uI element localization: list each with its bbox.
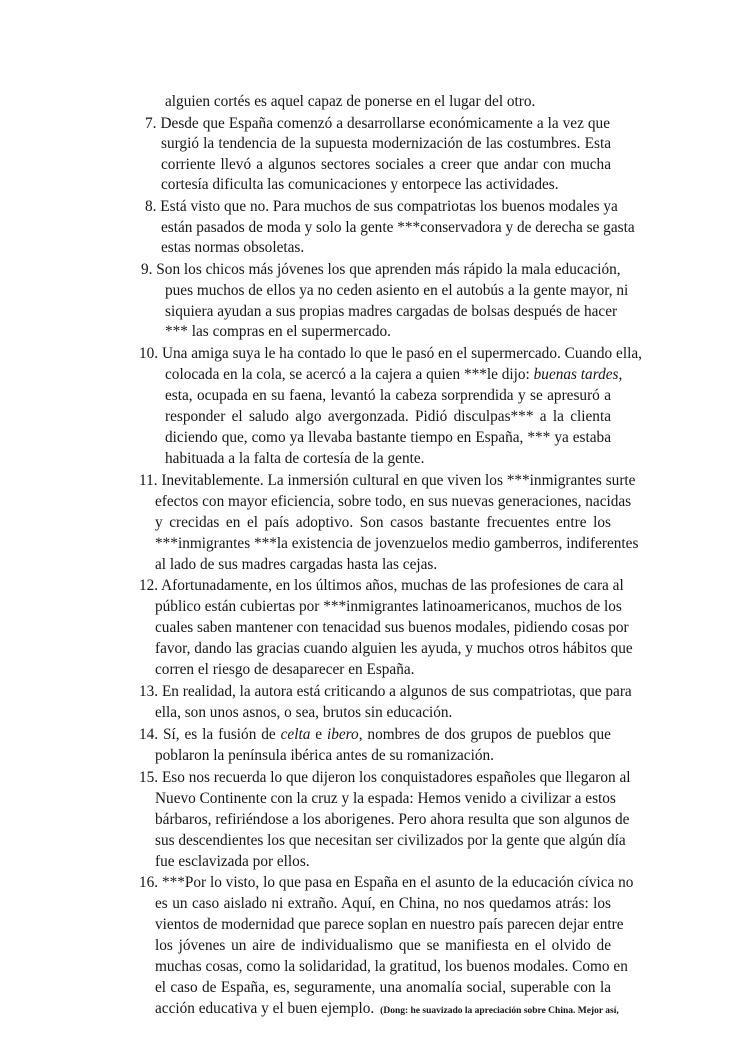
list-item-7: 7. Desde que España comenzó a desarrollarse económicamente a la vez que — [145, 115, 610, 132]
text-line: corriente llevó a algunos sectores sociales a creer que andar con mucha — [161, 156, 611, 173]
text-run: acción educativa y el buen ejemplo. — [155, 1000, 375, 1017]
text-line: bárbaros, refiriéndose a los aborigenes. Pero ahora resulta que son algunos de — [155, 811, 630, 828]
text-line: vientos de modernidad que parece soplan en nuestro país parecen dejar entre — [155, 916, 624, 933]
text-line: el caso de España, es, seguramente, una anomalía social, superable con la — [155, 979, 611, 996]
text-line: surgió la tendencia de la supuesta modernización de las costumbres. Esta — [161, 135, 611, 152]
emphasis-text: celta — [280, 726, 311, 743]
text-line: los jóvenes un aire de individualismo que se manifiesta en el olvido de — [155, 937, 611, 954]
text-line: efectos con mayor eficiencia, sobre todo, en sus nuevas generaciones, nacidas — [155, 493, 632, 510]
text-line: y crecidas en el país adoptivo. Son casos bastante frecuentes entre los — [155, 514, 611, 531]
text-line: siquiera ayudan a sus propias madres cargadas de bolsas después de hacer — [165, 303, 618, 320]
text-line: público están cubiertas por ***inmigrantes latinoamericanos, muchos de los — [155, 598, 622, 615]
list-item-15: 15. Eso nos recuerda lo que dijeron los conquistadores españoles que llegaron al — [139, 769, 631, 786]
text-line: muchas cosas, como la solidaridad, la gratitud, los buenos modales. Como en — [155, 958, 628, 975]
text-line — [155, 999, 619, 1019]
text-line: diciendo que, como ya llevaba bastante tiempo en España, *** ya estaba — [165, 429, 611, 446]
text-run: e — [310, 726, 327, 743]
text-line: ella, son unos asnos, o sea, brutos sin educación. — [155, 704, 453, 721]
text-line: poblaron la península ibérica antes de su romanización. — [155, 747, 494, 764]
text-line: corren el riesgo de desaparecer en España. — [155, 661, 415, 678]
emphasis-text: buenas tardes — [533, 366, 619, 383]
text-run: , — [618, 366, 623, 383]
list-item-9: 9. Son los chicos más jóvenes los que aprenden más rápido la mala educación, — [141, 261, 621, 278]
list-item-8: 8. Está visto que no. Para muchos de sus compatriotas los buenos modales ya — [145, 198, 618, 215]
text-line: estas normas obsoletas. — [161, 239, 305, 256]
text-line: al lado de sus madres cargadas hasta las cejas. — [155, 556, 438, 573]
text-line: sus descendientes los que necesitan ser civilizados por la gente que algún día — [155, 832, 626, 849]
list-item-14 — [139, 725, 611, 745]
text-line: alguien cortés es aquel capaz de ponerse en el lugar del otro. — [165, 93, 536, 110]
text-line: ***inmigrantes ***la existencia de jovenzuelos medio gamberros, indiferentes — [155, 535, 639, 552]
text-line: fue esclavizada por ellos. — [155, 853, 310, 870]
text-line: cortesía dificulta las comunicaciones y entorpece las actividades. — [161, 176, 559, 193]
text-line: pues muchos de ellos ya no ceden asiento en el autobús a la gente mayor, ni — [165, 282, 629, 299]
text-line: es un caso aislado ni extraño. Aquí, en China, no nos quedamos atrás: los — [155, 895, 611, 912]
text-run: , nombres de dos grupos de pueblos que — [358, 726, 611, 743]
text-line: responder el saludo algo avergonzada. Pidió disculpas*** a la clienta — [165, 408, 611, 425]
text-line: están pasados de moda y solo la gente ***conservadora y de derecha se gasta — [161, 219, 635, 236]
text-line: habituada a la falta de cortesía de la gente. — [165, 450, 425, 467]
editor-note: (Dong: he suavizado la apreciación sobre China. Mejor así, — [380, 1006, 619, 1016]
list-item-11: 11. Inevitablemente. La inmersión cultural en que viven los ***inmigrantes surte — [139, 472, 636, 489]
list-item-13: 13. En realidad, la autora está criticando a algunos de sus compatriotas, que para — [139, 683, 632, 700]
text-line — [165, 365, 623, 385]
text-line: *** las compras en el supermercado. — [165, 323, 391, 340]
text-run: 14. Sí, es la fusión de — [139, 726, 281, 743]
text-run: colocada en la cola, se acercó a la cajera a quien ***le dijo: — [165, 366, 534, 383]
list-item-10: 10. Una amiga suya le ha contado lo que le pasó en el supermercado. Cuando ella, — [139, 345, 642, 362]
emphasis-text: ibero — [326, 726, 359, 743]
text-line: favor, dando las gracias cuando alguien les ayuda, y muchos otros hábitos que — [155, 640, 633, 657]
list-item-16: 16. ***Por lo visto, lo que pasa en España en el asunto de la educación cívica no — [139, 874, 634, 891]
text-line: Nuevo Continente con la cruz y la espada: Hemos venido a civilizar a estos — [155, 790, 616, 807]
text-line: esta, ocupada en su faena, levantó la cabeza sorprendida y se apresuró a — [165, 387, 611, 404]
list-item-12: 12. Afortunadamente, en los últimos años, muchas de las profesiones de cara al — [139, 577, 624, 594]
text-line: cuales saben mantener con tenacidad sus buenos modales, pidiendo cosas por — [155, 619, 629, 636]
